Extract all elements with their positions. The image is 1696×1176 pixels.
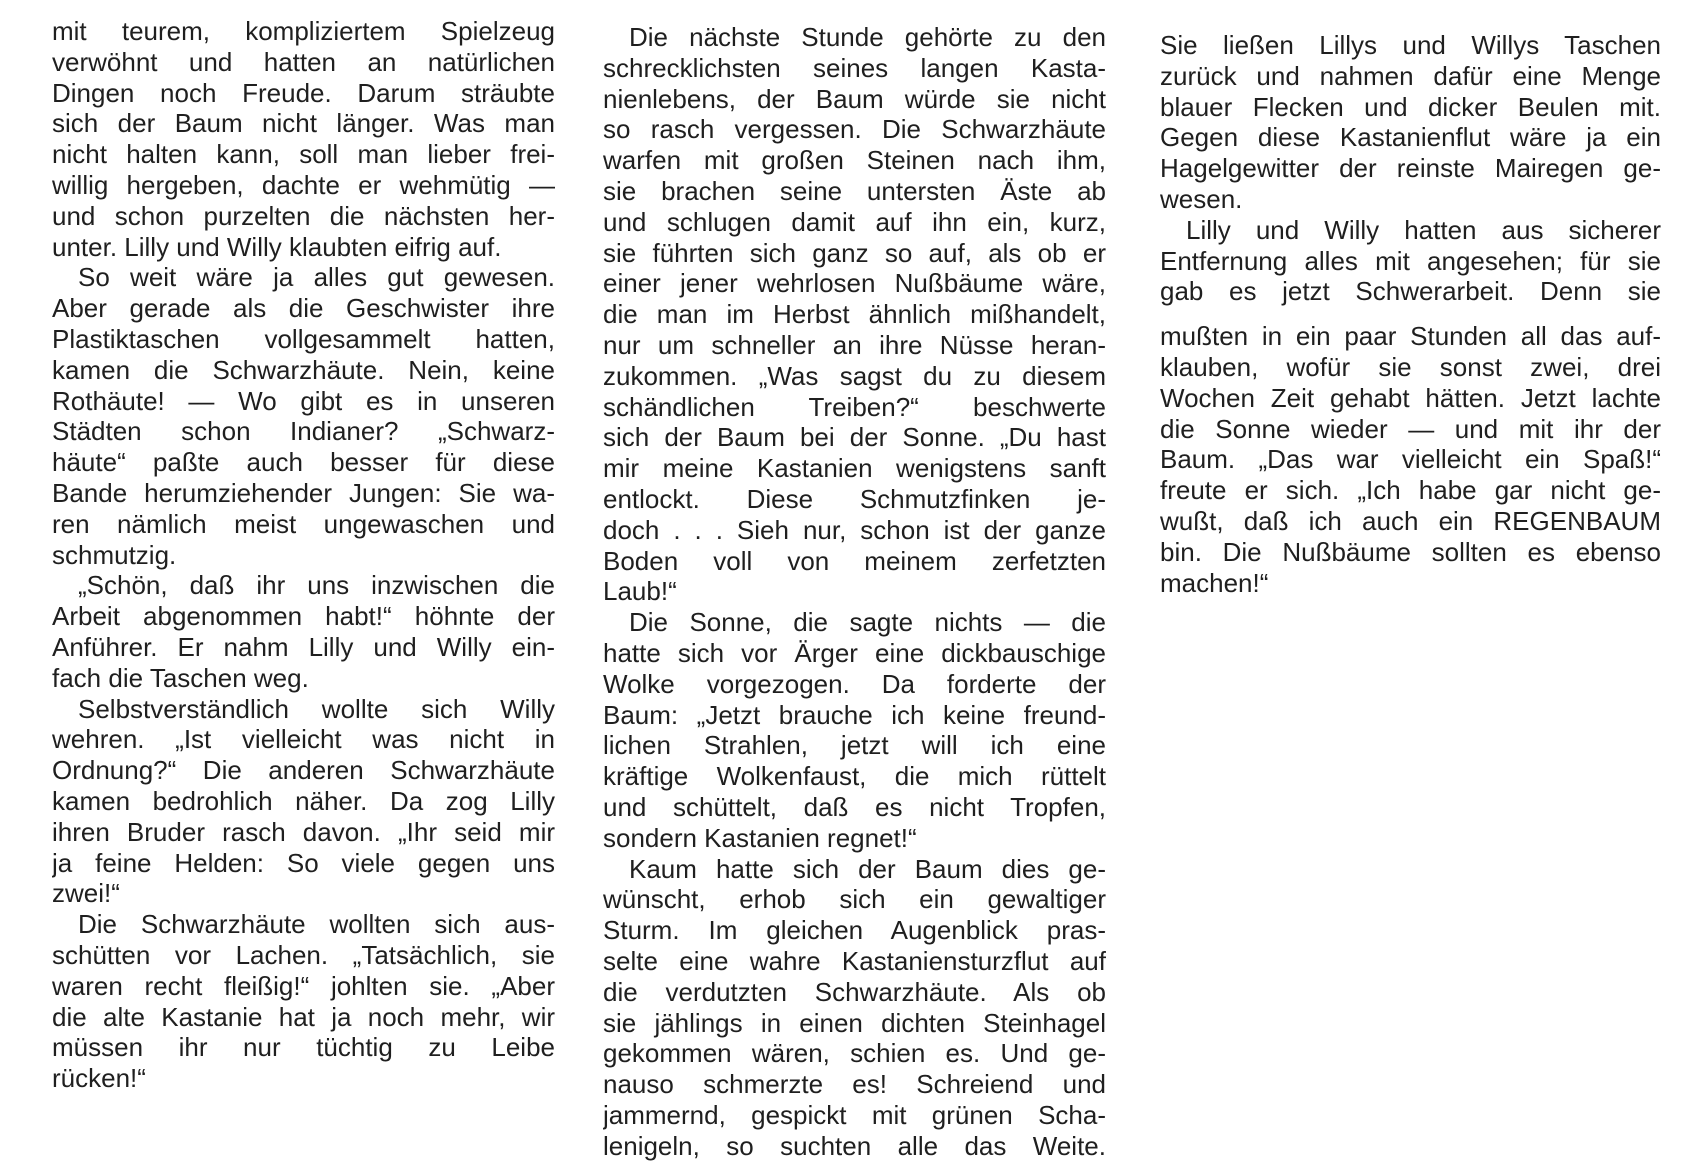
text-line: „Schön, daß ihr uns inzwischen die xyxy=(78,570,555,601)
text-line: freute er sich. „Ich habe gar nicht ge- xyxy=(1160,475,1661,506)
text-line: lichen Strahlen, jetzt will ich eine xyxy=(603,730,1106,761)
text-line: doch . . . Sieh nur, schon ist der ganze xyxy=(603,514,1106,545)
text-line: sich der Baum nicht länger. Was man xyxy=(52,108,555,139)
text-line: müssen ihr nur tüchtig zu Leibe xyxy=(52,1032,555,1063)
text-line: gab es jetzt Schwerarbeit. Denn sie xyxy=(1160,276,1661,307)
text-line: die verdutzten Schwarzhäute. Als ob xyxy=(603,976,1106,1007)
text-line: Lilly und Willy hatten aus sicherer xyxy=(1186,214,1661,245)
text-line: gekommen wären, schien es. Und ge- xyxy=(603,1038,1106,1069)
text-line: schrecklichsten seines langen Kasta- xyxy=(603,52,1106,83)
text-line: Die nächste Stunde gehörte zu den xyxy=(629,22,1106,52)
text-line: Wolke vorgezogen. Da forderte der xyxy=(603,668,1106,699)
text-line: so rasch vergessen. Die Schwarzhäute xyxy=(603,114,1106,145)
paragraph-gap xyxy=(1160,307,1661,321)
text-line: wußt, daß ich auch ein REGENBAUM xyxy=(1160,505,1661,536)
text-line: Entfernung alles mit angesehen; für sie xyxy=(1160,245,1661,276)
text-line: klauben, wofür sie sonst zwei, drei xyxy=(1160,351,1661,382)
text-line: sie jählings in einen dichten Steinhagel xyxy=(603,1007,1106,1038)
text-line: wünscht, erhob sich ein gewaltiger xyxy=(603,884,1106,915)
text-line: selte eine wahre Kastaniensturzflut auf xyxy=(603,945,1106,976)
text-line: kamen die Schwarzhäute. Nein, keine xyxy=(52,354,555,385)
text-line: sondern Kastanien regnet!“ xyxy=(603,822,917,853)
text-line: Selbstverständlich wollte sich Willy xyxy=(78,693,555,724)
text-line: Boden voll von meinem zerfetzten xyxy=(603,545,1106,576)
text-line: nauso schmerzte es! Schreiend und xyxy=(603,1069,1106,1100)
text-line: kamen bedrohlich näher. Da zog Lilly xyxy=(52,785,555,816)
text-line: und schüttelt, daß es nicht Tropfen, xyxy=(603,791,1106,822)
text-line: mir meine Kastanien wenigstens sanft xyxy=(603,453,1106,484)
text-line: häute“ paßte auch besser für diese xyxy=(52,447,555,478)
text-line: und schon purzelten die nächsten her- xyxy=(52,200,555,231)
text-line: jammernd, gespickt mit grünen Scha- xyxy=(603,1099,1106,1130)
text-column-left xyxy=(52,16,555,1094)
text-line: Wochen Zeit gehabt hätten. Jetzt lachte xyxy=(1160,382,1661,413)
text-line: schändlichen Treiben?“ beschwerte xyxy=(603,391,1106,422)
text-line: warfen mit großen Steinen nach ihm, xyxy=(603,145,1106,176)
text-line: zurück und nahmen dafür eine Menge xyxy=(1160,60,1661,91)
text-line: bin. Die Nußbäume sollten es ebenso xyxy=(1160,536,1661,567)
text-line: hatte sich vor Ärger eine dickbauschige xyxy=(603,637,1106,668)
text-line: ja feine Helden: So viele gegen uns xyxy=(52,847,555,878)
text-line: Baum. „Das war vielleicht ein Spaß!“ xyxy=(1160,444,1661,475)
text-line: Sie ließen Lillys und Willys Taschen xyxy=(1160,30,1661,60)
text-line: ihren Bruder rasch davon. „Ihr seid mir xyxy=(52,816,555,847)
text-line: einer jener wehrlosen Nußbäume wäre, xyxy=(603,268,1106,299)
text-line: Ordnung?“ Die anderen Schwarzhäute xyxy=(52,755,555,786)
text-line: Die Schwarzhäute wollten sich aus- xyxy=(78,909,555,940)
text-line: sie führten sich ganz so auf, als ob er xyxy=(603,237,1106,268)
text-line: die Sonne wieder — und mit ihr der xyxy=(1160,413,1661,444)
text-line: nicht halten kann, soll man lieber frei- xyxy=(52,139,555,170)
text-line: rücken!“ xyxy=(52,1063,146,1094)
text-line: verwöhnt und hatten an natürlichen xyxy=(52,46,555,77)
text-line: und schlugen damit auf ihn ein, kurz, xyxy=(603,206,1106,237)
text-line: die alte Kastanie hat ja noch mehr, wir xyxy=(52,1001,555,1032)
text-line: fach die Taschen weg. xyxy=(52,662,309,693)
text-line: blauer Flecken und dicker Beulen mit. xyxy=(1160,91,1661,122)
text-line: die man im Herbst ähnlich mißhandelt, xyxy=(603,299,1106,330)
text-line: So weit wäre ja alles gut gewesen. xyxy=(78,262,555,293)
text-line: schmutzig. xyxy=(52,539,177,570)
text-line: Sturm. Im gleichen Augenblick pras- xyxy=(603,915,1106,946)
text-column-middle xyxy=(603,22,1106,1161)
text-line: Städten schon Indianer? „Schwarz- xyxy=(52,416,555,447)
text-line: machen!“ xyxy=(1160,567,1269,598)
text-line: Hagelgewitter der reinste Mairegen ge- xyxy=(1160,153,1661,184)
text-line: Die Sonne, die sagte nichts — die xyxy=(629,607,1106,638)
text-line: mußten in ein paar Stunden all das auf- xyxy=(1160,321,1661,352)
text-line: unter. Lilly und Willy klaubten eifrig auf. xyxy=(52,231,502,262)
text-line: wesen. xyxy=(1160,183,1243,214)
text-line: zwei!“ xyxy=(52,878,120,909)
text-line: nienlebens, der Baum würde sie nicht xyxy=(603,83,1106,114)
text-line: schütten vor Lachen. „Tatsächlich, sie xyxy=(52,939,555,970)
text-line: Kaum hatte sich der Baum dies ge- xyxy=(629,853,1106,884)
text-line: Rothäute! — Wo gibt es in unseren xyxy=(52,385,555,416)
text-line: nur um schneller an ihre Nüsse heran- xyxy=(603,329,1106,360)
text-line: Dingen noch Freude. Darum sträubte xyxy=(52,77,555,108)
text-line: Laub!“ xyxy=(603,576,677,607)
text-line: waren recht fleißig!“ johlten sie. „Aber xyxy=(52,970,555,1001)
text-line: Gegen diese Kastanienflut wäre ja ein xyxy=(1160,122,1661,153)
text-line: Aber gerade als die Geschwister ihre xyxy=(52,293,555,324)
text-line: Arbeit abgenommen habt!“ höhnte der xyxy=(52,601,555,632)
text-line: Bande herumziehender Jungen: Sie wa- xyxy=(52,477,555,508)
text-column-right xyxy=(1160,30,1661,598)
text-line: kräftige Wolkenfaust, die mich rüttelt xyxy=(603,761,1106,792)
text-line: wehren. „Ist vielleicht was nicht in xyxy=(52,724,555,755)
text-line: sie brachen seine untersten Äste ab xyxy=(603,175,1106,206)
text-line: mit teurem, kompliziertem Spielzeug xyxy=(52,16,555,46)
text-line: willig hergeben, dachte er wehmütig — xyxy=(52,169,555,200)
text-line: sich der Baum bei der Sonne. „Du hast xyxy=(603,422,1106,453)
text-line: lenigeln, so suchten alle das Weite. xyxy=(603,1130,1106,1161)
text-line: Anführer. Er nahm Lilly und Willy ein- xyxy=(52,631,555,662)
text-line: zukommen. „Was sagst du zu diesem xyxy=(603,360,1106,391)
text-line: entlockt. Diese Schmutzfinken je- xyxy=(603,483,1106,514)
text-line: Plastiktaschen vollgesammelt hatten, xyxy=(52,323,555,354)
text-line: ren nämlich meist ungewaschen und xyxy=(52,508,555,539)
text-line: Baum: „Jetzt brauche ich keine freund- xyxy=(603,699,1106,730)
